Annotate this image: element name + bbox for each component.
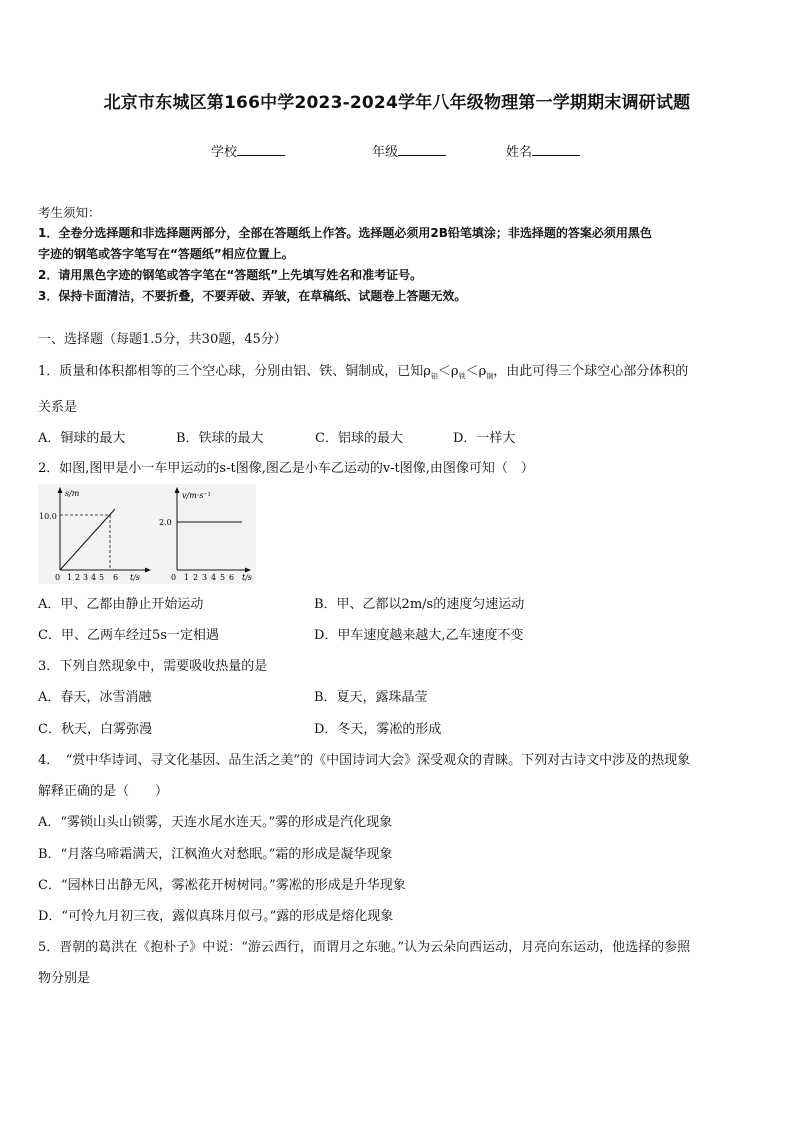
q3-option-a: A．春天，冰雪消融 <box>38 690 152 705</box>
vt-xtick-4: 4 <box>211 573 217 582</box>
st-ylabel: s/m <box>65 489 80 498</box>
page-title: 北京市东城区第166中学2023-2024学年八年级物理第一学期期末调研试题 <box>103 93 691 113</box>
q2-option-d: D．甲车速度越来越大,乙车速度不变 <box>314 628 524 643</box>
q2-option-a: A．甲、乙都由静止开始运动 <box>38 597 204 612</box>
notice-item-1-cont: 字迹的钢笔或答字笔写在“答题纸”相应位置上。 <box>38 247 294 261</box>
vt-graph <box>158 484 256 584</box>
vt-xtick-3: 3 <box>202 573 208 582</box>
school-blank <box>237 143 285 156</box>
question-3-stem: 3．下列自然现象中，需要吸收热量的是 <box>38 659 268 674</box>
st-xtick-6: 6 <box>113 573 119 582</box>
q4-option-c: C．“园林日出静无风，雾凇花开树树同。”雾凇的形成是升华现象 <box>38 878 406 893</box>
notice-item-3: 3．保持卡面清洁，不要折叠，不要弄破、弄皱，在草稿纸、试题卷上答题无效。 <box>38 289 467 303</box>
q4-option-b: B．“月落乌啼霜满天，江枫渔火对愁眠。”霜的形成是凝华现象 <box>38 847 393 862</box>
q3-option-b: B．夏天，露珠晶莹 <box>314 690 428 705</box>
st-origin: 0 <box>55 573 61 582</box>
q3-option-d: D．冬天，雾凇的形成 <box>314 722 442 737</box>
q1-option-d: D．一样大 <box>453 431 516 446</box>
st-ytick: 10.0 <box>39 512 57 521</box>
q1-option-a: A．铜球的最大 <box>38 431 126 446</box>
vt-origin: 0 <box>171 573 177 582</box>
question-1-stem-cont: 关系是 <box>38 400 78 415</box>
question-5-stem-cont: 物分别是 <box>38 971 91 986</box>
vt-xtick-6: 6 <box>229 573 235 582</box>
notice-item-2: 2．请用黑色字迹的钢笔或答字笔在“答题纸”上先填写姓名和准考证号。 <box>38 268 423 282</box>
vt-ytick: 2.0 <box>159 518 172 527</box>
question-1-stem: 1．质量和体积都相等的三个空心球，分别由铝、铁、铜制成，已知$\rho_铝<\rho_铁<\rho_铜$，由此可得三个球空心部分体积的 <box>38 364 689 381</box>
vt-xtick-2: 2 <box>193 573 199 582</box>
st-xtick-3: 3 <box>83 573 89 582</box>
st-xtick-5: 5 <box>99 573 105 582</box>
st-xtick-2: 2 <box>75 573 81 582</box>
st-graph <box>38 484 158 584</box>
school-field <box>211 141 285 160</box>
vt-ylabel: v/m·s⁻¹ <box>182 491 211 500</box>
vt-xtick-1: 1 <box>184 573 190 582</box>
q3-option-c: C．秋天，白雾弥漫 <box>38 722 152 737</box>
q2-option-c: C．甲、乙两车经过5s一定相遇 <box>38 628 219 643</box>
grade-blank <box>398 143 446 156</box>
school-label: 学校 <box>211 145 238 160</box>
name-label: 姓名 <box>506 145 533 160</box>
section-heading: 一、选择题（每题1.5分，共30题，45分） <box>38 332 287 347</box>
q1-option-b: B．铁球的最大 <box>176 431 264 446</box>
q2-option-b: B．甲、乙都以2m/s的速度匀速运动 <box>314 597 525 612</box>
grade-field <box>372 141 446 160</box>
notice-item-1: 1．全卷分选择题和非选择题两部分，全部在答题纸上作答。选择题必须用2B铅笔填涂；非选择题的答案必须用黑色 <box>38 226 652 240</box>
q1-option-c: C．铝球的最大 <box>315 431 403 446</box>
st-xlabel: t/s <box>130 573 141 582</box>
notice-heading: 考生须知： <box>38 205 101 220</box>
q4-option-d: D．“可怜九月初三夜，露似真珠月似弓。”露的形成是熔化现象 <box>38 909 394 924</box>
q4-option-a: A．“雾锁山头山锁雾，天连水尾水连天。”雾的形成是汽化现象 <box>38 815 393 830</box>
grade-label: 年级 <box>372 145 399 160</box>
question-2-stem: 2．如图,图甲是小一车甲运动的s-t图像,图乙是小车乙运动的v-t图像,由图像可知（ ） <box>38 461 534 476</box>
vt-xlabel: t/s <box>242 573 253 582</box>
name-field <box>506 141 580 160</box>
st-xtick-4: 4 <box>91 573 97 582</box>
vt-xtick-5: 5 <box>220 573 226 582</box>
question-4-stem: 4． “赏中华诗词、寻文化基因、品生活之美”的《中国诗词大会》深受观众的青睐。下列对古诗文中涉及的热现象 <box>38 753 691 768</box>
question-5-stem: 5．晋朝的葛洪在《抱朴子》中说：“游云西行，而谓月之东驰。”认为云朵向西运动，月亮向东运动，他选择的参照 <box>38 940 691 955</box>
name-blank <box>532 143 580 156</box>
question-4-stem-cont: 解释正确的是（ ） <box>38 784 169 799</box>
st-xtick-1: 1 <box>67 573 73 582</box>
